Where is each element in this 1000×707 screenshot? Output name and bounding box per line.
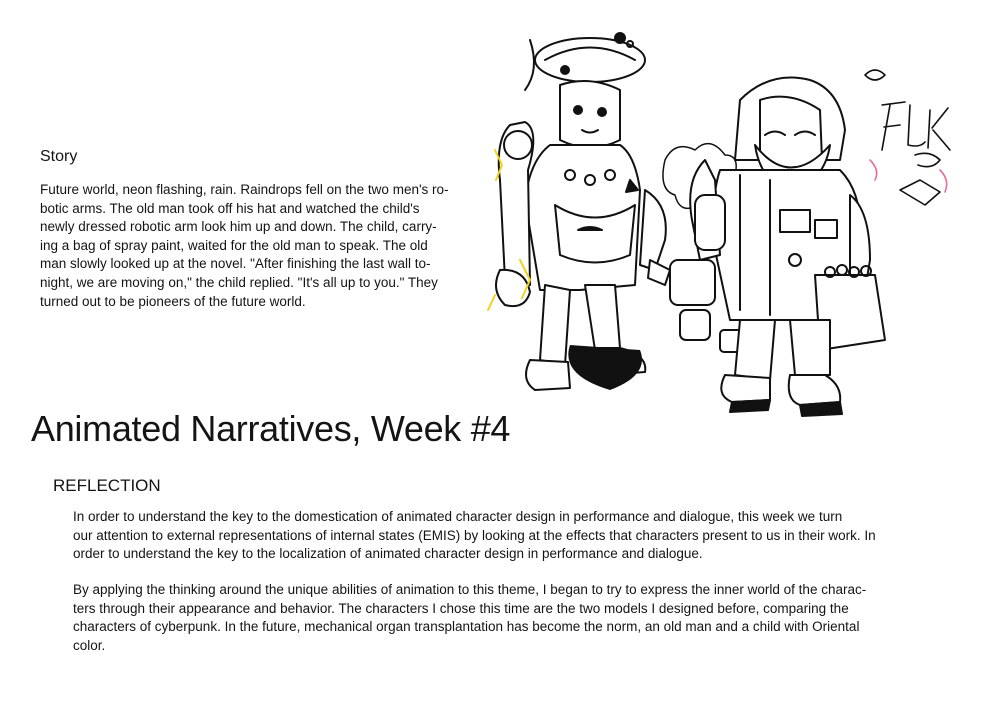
reflection-heading: REFLECTION xyxy=(53,476,161,495)
graffiti-tag xyxy=(865,70,950,205)
story-line: ing a bag of spray paint, waited for the old man to speak. The old xyxy=(40,237,428,253)
story-line: botic arms. The old man took off his hat and watched the child's xyxy=(40,200,420,216)
reflection-paragraph xyxy=(73,581,953,656)
story-line: Future world, neon flashing, rain. Raindrops fell on the two men's ro- xyxy=(40,182,449,197)
reflection-line: color. xyxy=(73,638,106,654)
story-line: newly dressed robotic arm look him up and down. The child, carry- xyxy=(40,219,437,235)
story-line: man slowly looked up at the novel. "After finishing the last wall to- xyxy=(40,256,431,272)
reflection-line: order to understand the key to the localization of animated character design in performance and dialogue. xyxy=(73,546,703,562)
character-illustration xyxy=(470,30,970,440)
old-man-character xyxy=(670,78,885,417)
child-character xyxy=(496,33,670,390)
reflection-line: our attention to external representations of internal states (EMIS) by looking at the effects that characters present to us in their work. In xyxy=(73,527,876,543)
reflection-line: ters through their appearance and behavior. The characters I chose this time are the two models I designed before, comparing the xyxy=(73,600,849,616)
story-line: turned out to be pioneers of the future world. xyxy=(40,293,306,309)
story-heading: Story xyxy=(40,148,78,165)
page-title: Animated Narratives, Week #4 xyxy=(31,408,511,449)
reflection-line: By applying the thinking around the unique abilities of animation to this theme, I began to try to express the inner world of the charac- xyxy=(73,582,867,597)
reflection-line: In order to understand the key to the domestication of animated character design in performance and dialogue, this week we turn xyxy=(73,509,843,524)
reflection-paragraph xyxy=(73,508,953,564)
reflection-line: characters of cyberpunk. In the future, mechanical organ transplantation has become the norm, an old man and a child with Oriental xyxy=(73,619,860,635)
story-body xyxy=(40,181,465,311)
story-line: night, we are moving on," the child replied. "It's all up to you." They xyxy=(40,274,438,290)
